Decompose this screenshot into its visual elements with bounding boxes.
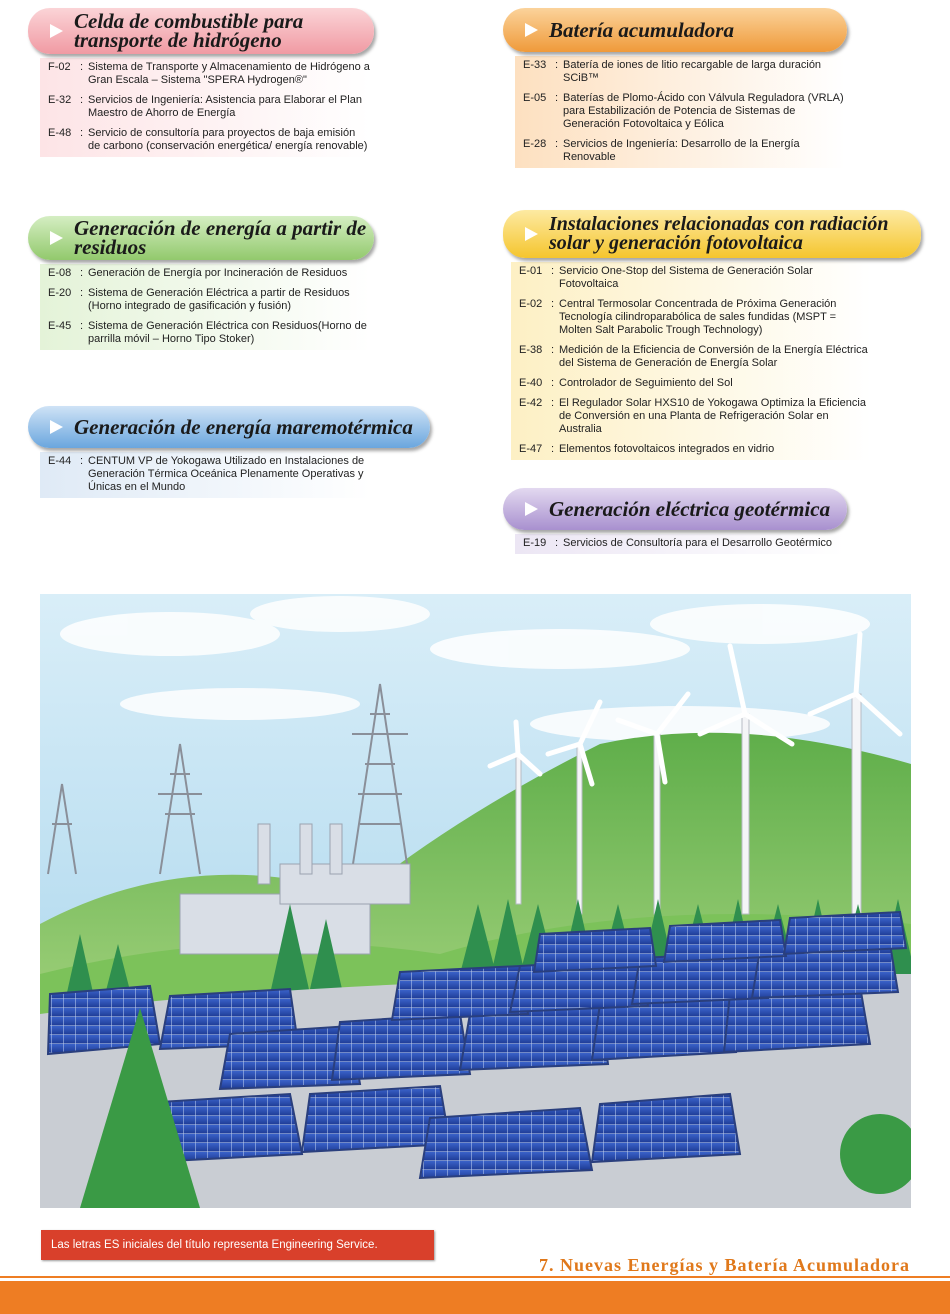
item-text: Generación de Energía por Incineración de Residuos bbox=[88, 267, 348, 279]
list-item bbox=[511, 440, 871, 460]
item-separator: : bbox=[555, 537, 559, 549]
item-separator: : bbox=[551, 443, 555, 455]
item-code: E-47 bbox=[519, 443, 543, 455]
item-code: E-20 bbox=[48, 287, 72, 299]
item-list bbox=[511, 262, 871, 460]
item-separator: : bbox=[551, 344, 555, 356]
list-item bbox=[40, 58, 370, 91]
section-header-waste bbox=[28, 216, 374, 260]
section-title: Batería acumuladora bbox=[549, 17, 734, 42]
arrow-icon bbox=[525, 23, 538, 37]
section-title: Generación de energía a partir de residuos bbox=[74, 216, 367, 259]
item-text: Servicio de consultoría para proyectos de baja emisión de carbono (conservación energética/ energía renovable) bbox=[88, 127, 368, 152]
item-code: E-32 bbox=[48, 94, 72, 106]
item-separator: : bbox=[551, 265, 555, 277]
item-text: Servicio One-Stop del Sistema de Generación Solar Fotovoltaica bbox=[559, 265, 813, 290]
section-header-geothermal bbox=[503, 488, 847, 530]
page-footer-title: 7. Nuevas Energías y Batería Acumuladora bbox=[539, 1255, 910, 1275]
arrow-icon bbox=[50, 231, 63, 245]
item-separator: : bbox=[80, 267, 84, 279]
item-text: CENTUM VP de Yokogawa Utilizado en Instalaciones de Generación Térmica Oceánica Plenamente Operativas y Únicas en el Mundo bbox=[88, 455, 365, 493]
list-item bbox=[511, 374, 871, 394]
section-title: Instalaciones relacionadas con radiación solar y generación fotovoltaica bbox=[549, 213, 889, 254]
item-text: Sistema de Generación Eléctrica a partir de Residuos (Horno integrado de gasificación y fusión) bbox=[88, 287, 350, 312]
item-text: Servicios de Consultoría para el Desarrollo Geotérmico bbox=[563, 537, 833, 549]
item-separator: : bbox=[551, 298, 555, 310]
section-ocean-thermal bbox=[28, 406, 430, 498]
item-code: E-02 bbox=[519, 298, 543, 310]
footer-divider bbox=[0, 1276, 950, 1278]
footer-bar bbox=[0, 1281, 950, 1314]
item-separator: : bbox=[551, 397, 555, 409]
item-code: E-44 bbox=[48, 455, 72, 467]
item-code: E-48 bbox=[48, 127, 72, 139]
item-separator: : bbox=[551, 377, 555, 389]
section-title: Generación eléctrica geotérmica bbox=[549, 496, 831, 521]
item-text: Elementos fotovoltaicos integrados en vidrio bbox=[559, 443, 775, 455]
item-list bbox=[515, 56, 845, 168]
arrow-icon bbox=[50, 420, 63, 434]
list-item bbox=[40, 317, 370, 350]
item-text: Servicios de Ingeniería: Asistencia para Elaborar el Plan Maestro de Ahorro de Energía bbox=[88, 94, 362, 119]
item-list bbox=[40, 58, 370, 157]
item-code: E-08 bbox=[48, 267, 72, 279]
item-separator: : bbox=[555, 92, 559, 104]
list-item bbox=[40, 452, 370, 498]
item-text: Servicios de Ingeniería: Desarrollo de la Energía Renovable bbox=[563, 138, 800, 163]
item-separator: : bbox=[80, 287, 84, 299]
item-code: E-05 bbox=[523, 92, 547, 104]
list-item bbox=[515, 56, 845, 89]
item-text: Batería de iones de litio recargable de larga duración SCiB™ bbox=[563, 59, 822, 84]
section-header-solar bbox=[503, 210, 921, 258]
item-text: Central Termosolar Concentrada de Próxima Generación Tecnología cilindroparabólica de sales fundidas (MSPT = Molten Salt Parabolic Trough Technology) bbox=[559, 298, 837, 336]
item-code: E-33 bbox=[523, 59, 547, 71]
renewable-energy-illustration bbox=[40, 594, 911, 1208]
list-item bbox=[40, 91, 370, 124]
list-item bbox=[515, 135, 845, 168]
item-separator: : bbox=[80, 455, 84, 467]
item-text: Sistema de Transporte y Almacenamiento de Hidrógeno a Gran Escala – Sistema "SPERA Hydrogen®" bbox=[88, 61, 370, 86]
item-code: E-01 bbox=[519, 265, 543, 277]
item-separator: : bbox=[80, 94, 84, 106]
item-code: E-45 bbox=[48, 320, 72, 332]
item-separator: : bbox=[80, 320, 84, 332]
section-waste-energy bbox=[28, 216, 374, 350]
list-item bbox=[511, 262, 871, 295]
item-code: E-38 bbox=[519, 344, 543, 356]
item-list bbox=[40, 264, 370, 350]
item-text: Baterías de Plomo-Ácido con Válvula Reguladora (VRLA) para Estabilización de Potencia de Sistemas de Generación Fotovoltaica y Eólica bbox=[563, 92, 844, 130]
item-separator: : bbox=[80, 127, 84, 139]
section-header-battery bbox=[503, 8, 847, 52]
list-item bbox=[515, 534, 845, 554]
section-title: Generación de energía maremotérmica bbox=[74, 414, 413, 439]
section-title: Celda de combustible para transporte de hidrógeno bbox=[74, 9, 304, 52]
list-item bbox=[511, 394, 871, 440]
item-code: E-28 bbox=[523, 138, 547, 150]
arrow-icon bbox=[525, 502, 538, 516]
list-item bbox=[40, 124, 370, 157]
item-text: Medición de la Eficiencia de Conversión de la Energía Eléctrica del Sistema de Generación de Energía Solar bbox=[559, 344, 868, 369]
item-text: El Regulador Solar HXS10 de Yokogawa Optimiza la Eficiencia de Conversión en una Planta de Refrigeración Solar en Australia bbox=[559, 397, 866, 435]
section-header-fuel-cell bbox=[28, 8, 374, 54]
item-code: E-42 bbox=[519, 397, 543, 409]
item-list bbox=[40, 452, 370, 498]
arrow-icon bbox=[525, 227, 538, 241]
section-solar bbox=[503, 210, 921, 460]
section-header-ocean bbox=[28, 406, 430, 448]
item-text: Sistema de Generación Eléctrica con Residuos(Horno de parrilla móvil – Horno Tipo Stoker) bbox=[88, 320, 367, 345]
section-geothermal bbox=[503, 488, 847, 554]
list-item bbox=[511, 295, 871, 341]
list-item bbox=[511, 341, 871, 374]
section-fuel-cell bbox=[28, 8, 374, 157]
item-separator: : bbox=[80, 61, 84, 73]
item-list bbox=[515, 534, 845, 554]
list-item bbox=[40, 284, 370, 317]
item-code: E-19 bbox=[523, 537, 547, 549]
list-item bbox=[40, 264, 370, 284]
item-text: Controlador de Seguimiento del Sol bbox=[559, 377, 733, 389]
item-separator: : bbox=[555, 59, 559, 71]
landscape-scene bbox=[40, 594, 911, 1208]
section-battery bbox=[503, 8, 847, 168]
arrow-icon bbox=[50, 24, 63, 38]
list-item bbox=[515, 89, 845, 135]
item-separator: : bbox=[555, 138, 559, 150]
engineering-service-note: Las letras ES iniciales del título representa Engineering Service. bbox=[41, 1230, 434, 1260]
item-code: E-40 bbox=[519, 377, 543, 389]
item-code: F-02 bbox=[48, 61, 71, 73]
